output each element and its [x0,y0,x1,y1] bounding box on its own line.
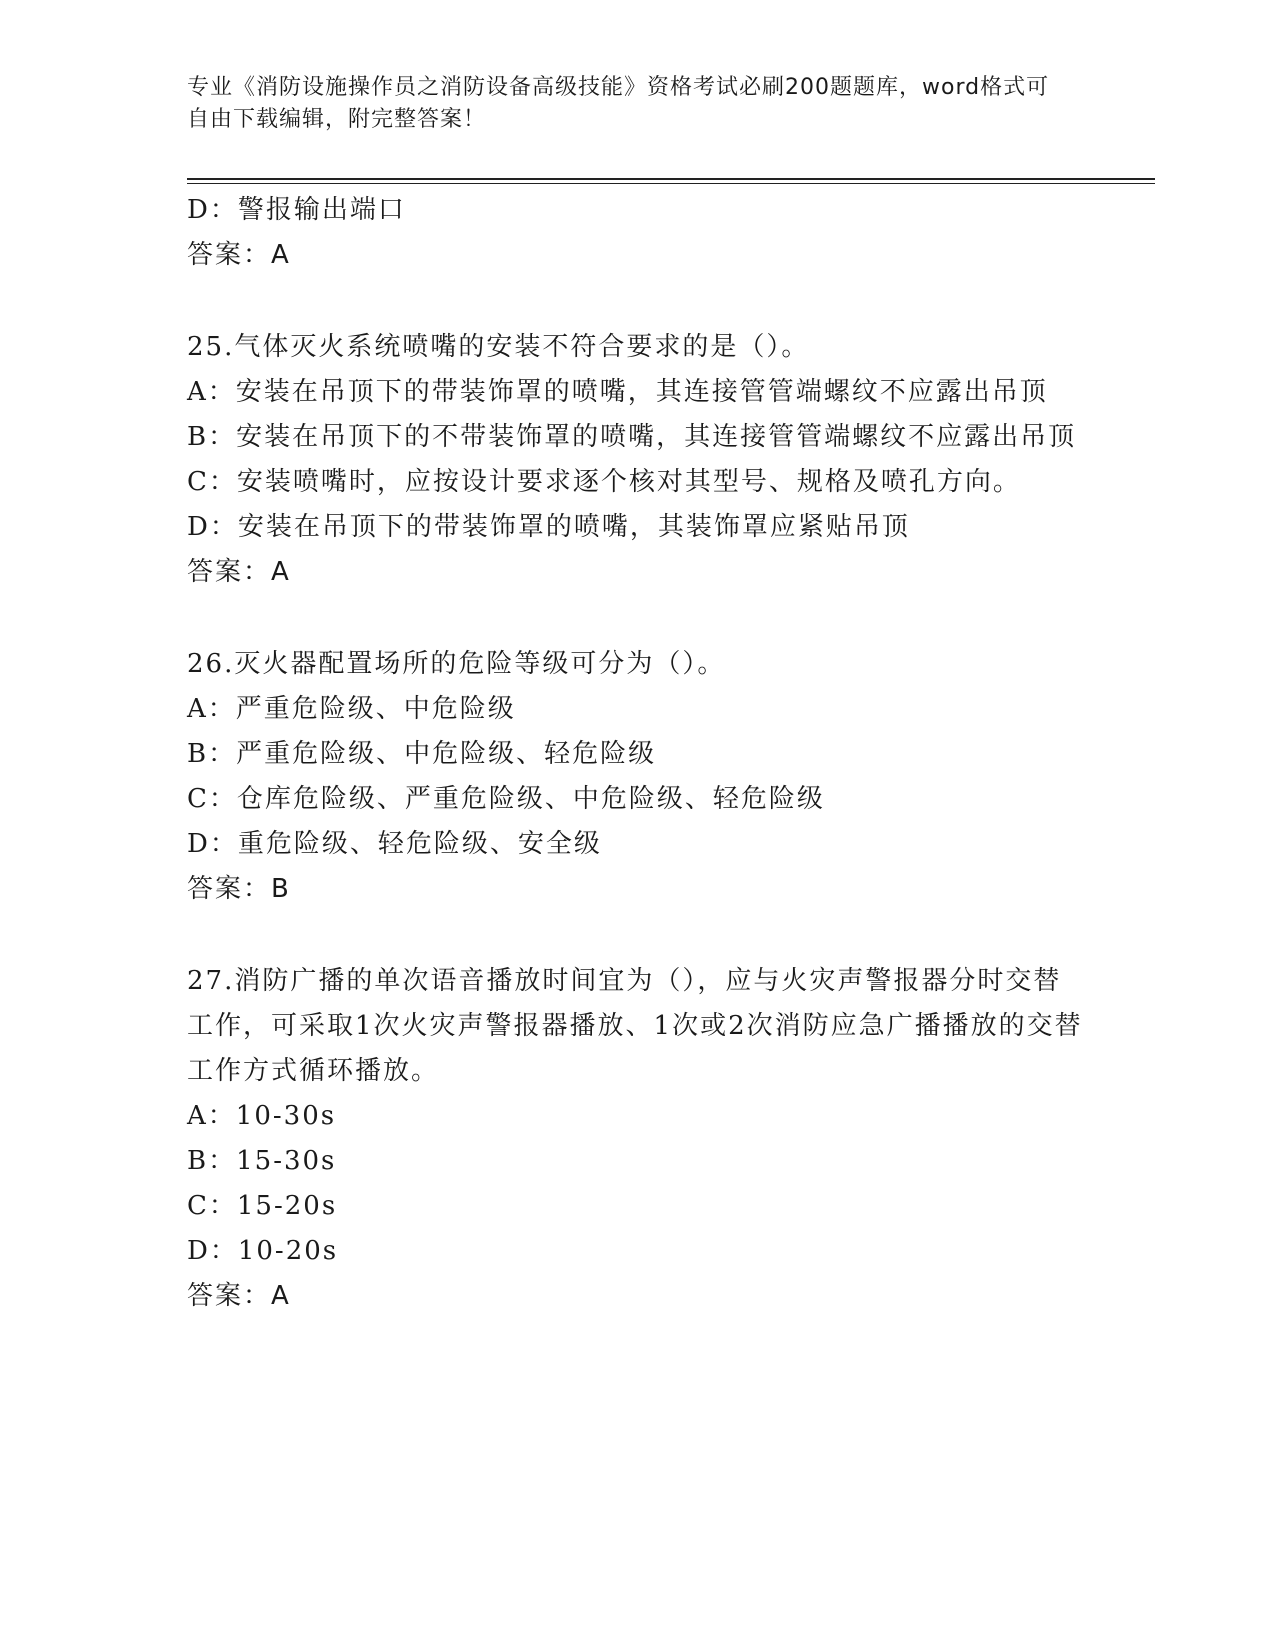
option-a: A：严重危险级、中危险级 [187,694,516,724]
option-d: D：安装在吊顶下的带装饰罩的喷嘴，其装饰罩应紧贴吊顶 [187,512,910,542]
option-b: B：15-30s [187,1146,337,1176]
header-divider [187,178,1155,184]
option-c: C：15-20s [187,1191,338,1221]
answer-line: 答案：B [187,874,291,904]
question-26 [187,642,1087,912]
answer-line: 答案：A [187,1281,291,1311]
answer-line: 答案：A [187,240,291,270]
option-c: C：安装喷嘴时，应按设计要求逐个核对其型号、规格及喷孔方向。 [187,467,1021,497]
question-25 [187,325,1087,595]
option-d: D：重危险级、轻危险级、安全级 [187,829,602,859]
option-a: A：安装在吊顶下的带装饰罩的喷嘴，其连接管管端螺纹不应露出吊顶 [187,377,1048,407]
question-stem: 27.消防广播的单次语音播放时间宜为（），应与火灾声警报器分时交替工作，可采取1次火灾声警报器播放、1次或2次消防应急广播播放的交替工作方式循环播放。 [187,966,1083,1086]
option-c: C：仓库危险级、严重危险级、中危险级、轻危险级 [187,784,825,814]
option-b: B：安装在吊顶下的不带装饰罩的喷嘴，其连接管管端螺纹不应露出吊顶 [187,422,1077,452]
question-stem: 26.灭火器配置场所的危险等级可分为（）。 [187,649,726,679]
option-b: B：严重危险级、中危险级、轻危险级 [187,739,657,769]
option-d: D：10-20s [187,1236,339,1266]
option-d: D：警报输出端口 [187,195,406,225]
answer-line: 答案：A [187,557,291,587]
document-header: 专业《消防设施操作员之消防设备高级技能》资格考试必刷200题题库，word格式可自由下载编辑，附完整答案！ [187,75,1050,132]
option-a: A：10-30s [187,1101,337,1131]
carryover-block [187,188,1087,278]
question-content [187,188,1087,1319]
question-stem: 25.气体灭火系统喷嘴的安装不符合要求的是（）。 [187,332,810,362]
question-27 [187,959,1087,1319]
